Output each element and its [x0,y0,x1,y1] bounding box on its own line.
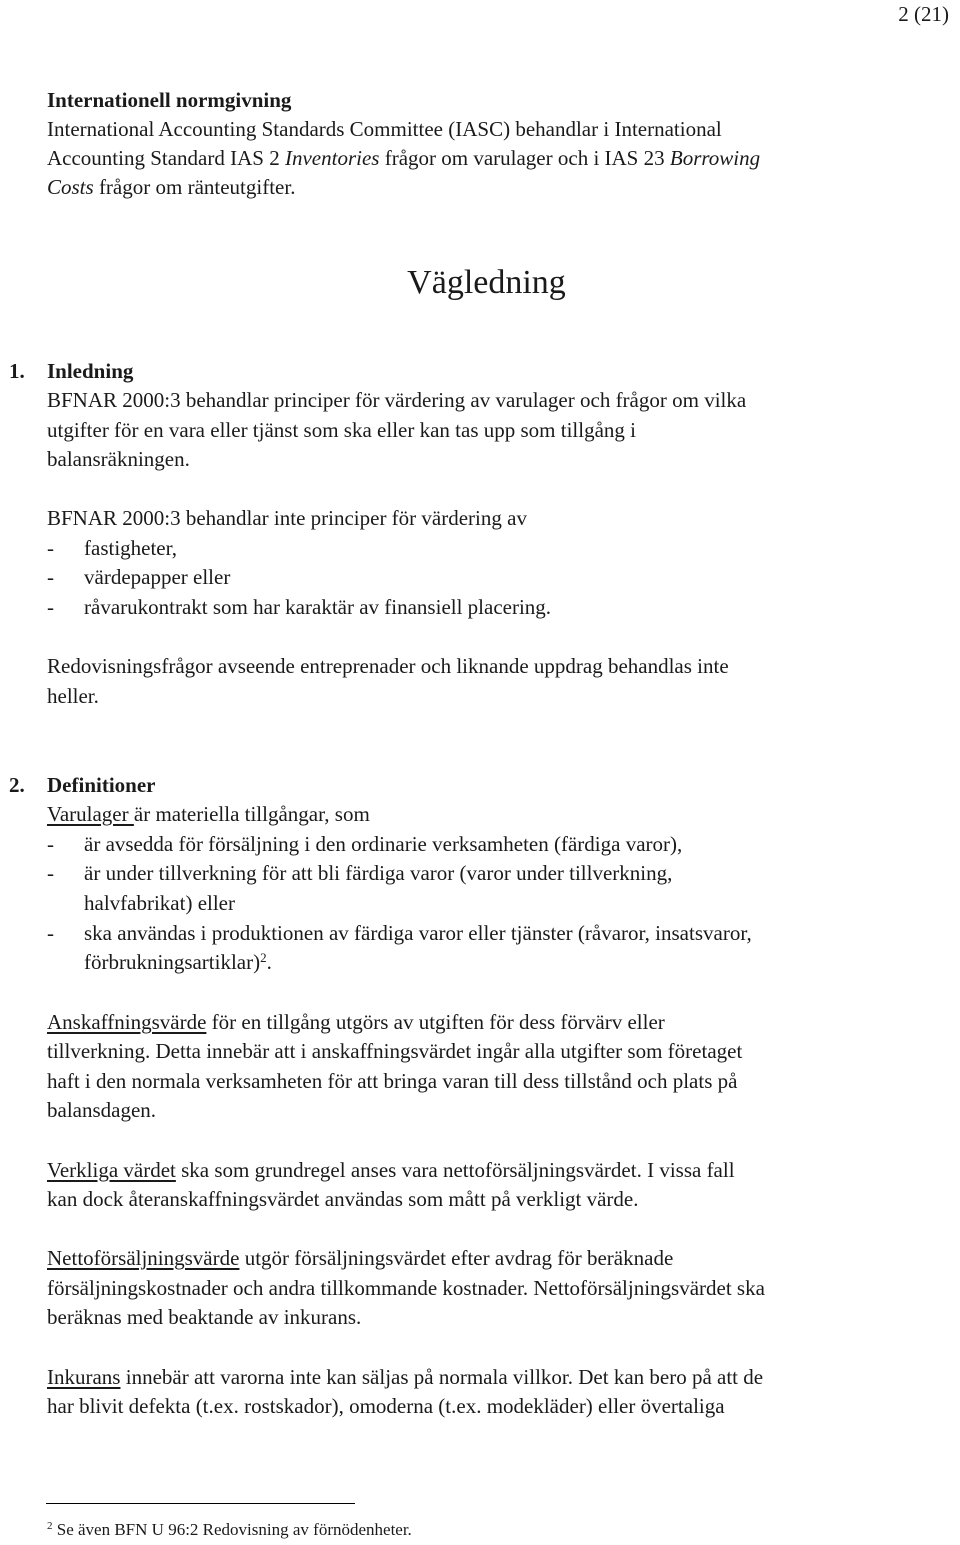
paragraph-line: beräknas med beaktande av inkurans. [47,1305,362,1329]
list-dash: - [47,536,54,560]
list-item-continuation [84,948,272,978]
defined-term: Nettoförsäljningsvärde [47,1246,240,1270]
paragraph-line: tillverkning. Detta innebär att i anskaffningsvärdet ingår alla utgifter som företaget [47,1039,743,1063]
list-dash: - [47,861,54,885]
paragraph-line: försäljningskostnader och andra tillkommande kostnader. Nettoförsäljningsvärdet ska [47,1276,765,1300]
paragraph-line: kan dock återanskaffningsvärdet användas som mått på verkligt värde. [47,1187,639,1211]
definition-anskaffningsvarde [47,1008,665,1038]
footnote-text: Se även BFN U 96:2 Redovisning av förnödenheter. [52,1520,412,1539]
intro-line-3 [47,173,295,203]
definition-nettoforsaljningsvarde [47,1244,673,1274]
intro-text: frågor om varulager och i IAS 23 [379,146,670,170]
list-dash: - [47,832,54,856]
defined-term: Inkurans [47,1365,121,1389]
list-item-text: är avsedda för försäljning i den ordinarie verksamheten (färdiga varor), [84,832,683,856]
footnote [47,1520,412,1540]
list-item-text: ska användas i produktionen av färdiga varor eller tjänster (råvaror, insatsvaror, [84,921,752,945]
list-dash: - [47,595,54,619]
list-item [47,563,231,593]
page-number: 2 (21) [898,2,949,26]
paragraph-line: BFNAR 2000:3 behandlar inte principer för värdering av [47,506,527,530]
defined-term: Verkliga värdet [47,1158,176,1182]
list-item-text: råvarukontrakt som har karaktär av finansiell placering. [84,595,552,619]
guidance-heading: Vägledning [407,264,566,301]
intro-line-1: International Accounting Standards Committee (IASC) behandlar i International [47,117,722,141]
list-item-text: förbrukningsartiklar) [84,950,261,974]
footnote-divider [46,1503,355,1504]
intro-text: frågor om ränteutgifter. [93,175,296,199]
list-item-text: . [266,950,272,974]
list-item-continuation: halvfabrikat) eller [84,891,235,915]
list-item [47,593,552,623]
definition-text: innebär att varorna inte kan säljas på normala villkor. Det kan bero på att de [120,1365,764,1389]
list-dash: - [47,921,54,945]
section-2-title: Definitioner [47,773,156,797]
paragraph-line: Redovisningsfrågor avseende entreprenader och liknande uppdrag behandlas inte [47,654,729,678]
intro-text: Accounting Standard IAS 2 [47,146,285,170]
intro-italic-title: Costs [47,175,94,199]
definition-text: för en tillgång utgörs av utgiften för dess förvärv eller [206,1010,665,1034]
definition-verkliga-vardet [47,1156,735,1186]
footnote-reference[interactable]: 2 [260,950,267,965]
list-item [47,919,752,949]
list-item [47,534,178,564]
paragraph-line: utgifter för en vara eller tjänst som ska eller kan tas upp som tillgång i [47,418,637,442]
defined-term: Anskaffningsvärde [47,1010,207,1034]
section-2-number: 2. [9,773,25,797]
list-item [47,859,673,889]
definition-text: utgör försäljningsvärdet efter avdrag för beräknade [239,1246,674,1270]
definition-text: ska som grundregel anses vara nettoförsäljningsvärdet. I vissa fall [175,1158,735,1182]
section-heading-international: Internationell normgivning [47,88,292,112]
list-item-text: värdepapper eller [84,565,231,589]
paragraph-line: har blivit defekta (t.ex. rostskador), omoderna (t.ex. modekläder) eller övertaliga [47,1394,725,1418]
section-1-number: 1. [9,359,25,383]
intro-line-2 [47,144,760,174]
definition-inkurans [47,1363,763,1393]
section-1-title: Inledning [47,359,134,383]
intro-italic-title: Borrowing [669,146,761,170]
list-item-text: är under tillverkning för att bli färdiga varor (varor under tillverkning, [84,861,673,885]
list-item [47,830,683,860]
defined-term: Varulager [47,802,134,826]
definition-varulager [47,800,370,830]
list-item-text: fastigheter, [84,536,178,560]
definition-text: är materiella tillgångar, som [133,802,370,826]
footnote-number: 2 [47,1520,53,1532]
list-dash: - [47,565,54,589]
intro-italic-title: Inventories [284,146,380,170]
paragraph-line: balansräkningen. [47,447,190,471]
paragraph-line: haft i den normala verksamheten för att bringa varan till dess tillstånd och plats på [47,1069,738,1093]
paragraph-line: BFNAR 2000:3 behandlar principer för värdering av varulager och frågor om vilka [47,388,747,412]
paragraph-line: balansdagen. [47,1098,157,1122]
paragraph-line: heller. [47,684,99,708]
